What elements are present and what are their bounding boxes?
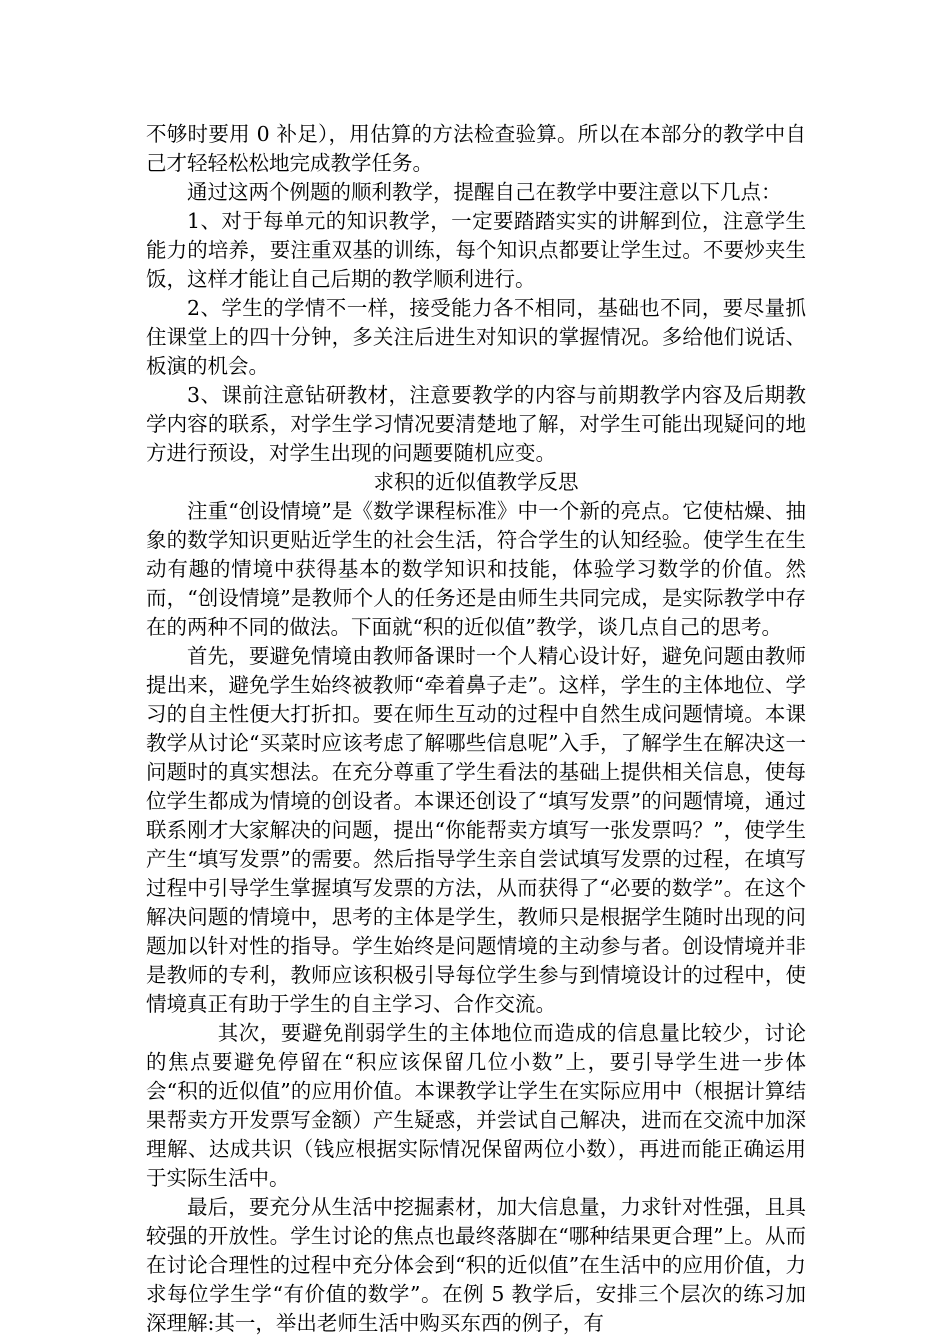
paragraph-second: 其次，要避免削弱学生的主体地位而造成的信息量比较少，讨论的焦点要避免停留在“积应该保留几位小数”上，要引导学生进一步体会“积的近似值”的应用价值。本课教学让学生在实际应用中（根据计算结果帮卖方开发票写金额）产生疑惑，并尝试自己解决，进而在交流中加深理解、达成共识（钱应根据实际情况保留两位小数），再进而能正确运用于实际生活中。 [146,1021,806,1190]
paragraph-first: 首先，要避免情境由教师备课时一个人精心设计好，避免问题由教师提出来，避免学生始终被教师“牵着鼻子走”。这样，学生的主体地位、学习的自主性便大打折扣。要在师生互动的过程中自然生成问题情境。本课教学从讨论“买菜时应该考虑了解哪些信息呢”入手，了解学生在解决这一问题时的真实想法。在充分尊重了学生看法的基础上提供相关信息，使每位学生都成为情境的创设者。本课还创设了“填写发票”的问题情境，通过联系刚才大家解决的问题，提出“你能帮卖方填写一张发票吗？”，使学生产生“填写发票”的需要。然后指导学生亲自尝试填写发票的过程，在填写过程中引导学生掌握填写发票的方法，从而获得了“必要的数学”。在这个解决问题的情境中，思考的主体是学生，教师只是根据学生随时出现的问题加以针对性的指导。学生始终是问题情境的主动参与者。创设情境并非是教师的专利，教师应该积极引导每位学生参与到情境设计的过程中，使情境真正有助于学生的自主学习、合作交流。 [146,644,806,1016]
document-page [146,120,806,1338]
paragraph-point-2: 2、学生的学情不一样，接受能力各不相同，基础也不同，要尽量抓住课堂上的四十分钟，多关注后进生对知识的掌握情况。多给他们说话、板演的机会。 [146,296,806,378]
paragraph-point-1: 1、对于每单元的知识教学，一定要踏踏实实的讲解到位，注意学生能力的培养，要注重双基的训练，每个知识点都要让学生过。不要炒夹生饭，这样才能让自己后期的教学顺利进行。 [146,209,806,291]
paragraph-point-3: 3、课前注意钻研教材，注意要教学的内容与前期教学内容及后期教学内容的联系，对学生学习情况要清楚地了解，对学生可能出现疑问的地方进行预设，对学生出现的问题要随机应变。 [146,383,806,465]
paragraph-section-intro: 注重“创设情境”是《数学课程标准》中一个新的亮点。它使枯燥、抽象的数学知识更贴近学生的社会生活，符合学生的认知经验。使学生在生动有趣的情境中获得基本的数学知识和技能，体验学习数学的价值。然而，“创设情境”是教师个人的任务还是由师生共同完成，是实际教学中存在的两种不同的做法。下面就“积的近似值”教学，谈几点自己的思考。 [146,499,806,639]
section-title: 求积的近似值教学反思 [373,470,579,494]
paragraph-continuation: 不够时要用 0 补足），用估算的方法检查验算。所以在本部分的教学中自己才轻轻松松地完成教学任务。 [146,122,806,175]
paragraph-last: 最后，要充分从生活中挖掘素材，加大信息量，力求针对性强，且具较强的开放性。学生讨论的焦点也最终落脚在“哪种结果更合理”上。从而在讨论合理性的过程中充分体会到“积的近似值”在生活中的应用价值，力求每位学生学“有价值的数学”。在例 5 教学后，安排三个层次的练习加深理解:其一，举出老师生活中购买东西的例子，有 [146,1195,806,1335]
paragraph-intro-points: 通过这两个例题的顺利教学，提醒自己在教学中要注意以下几点： [187,180,782,204]
